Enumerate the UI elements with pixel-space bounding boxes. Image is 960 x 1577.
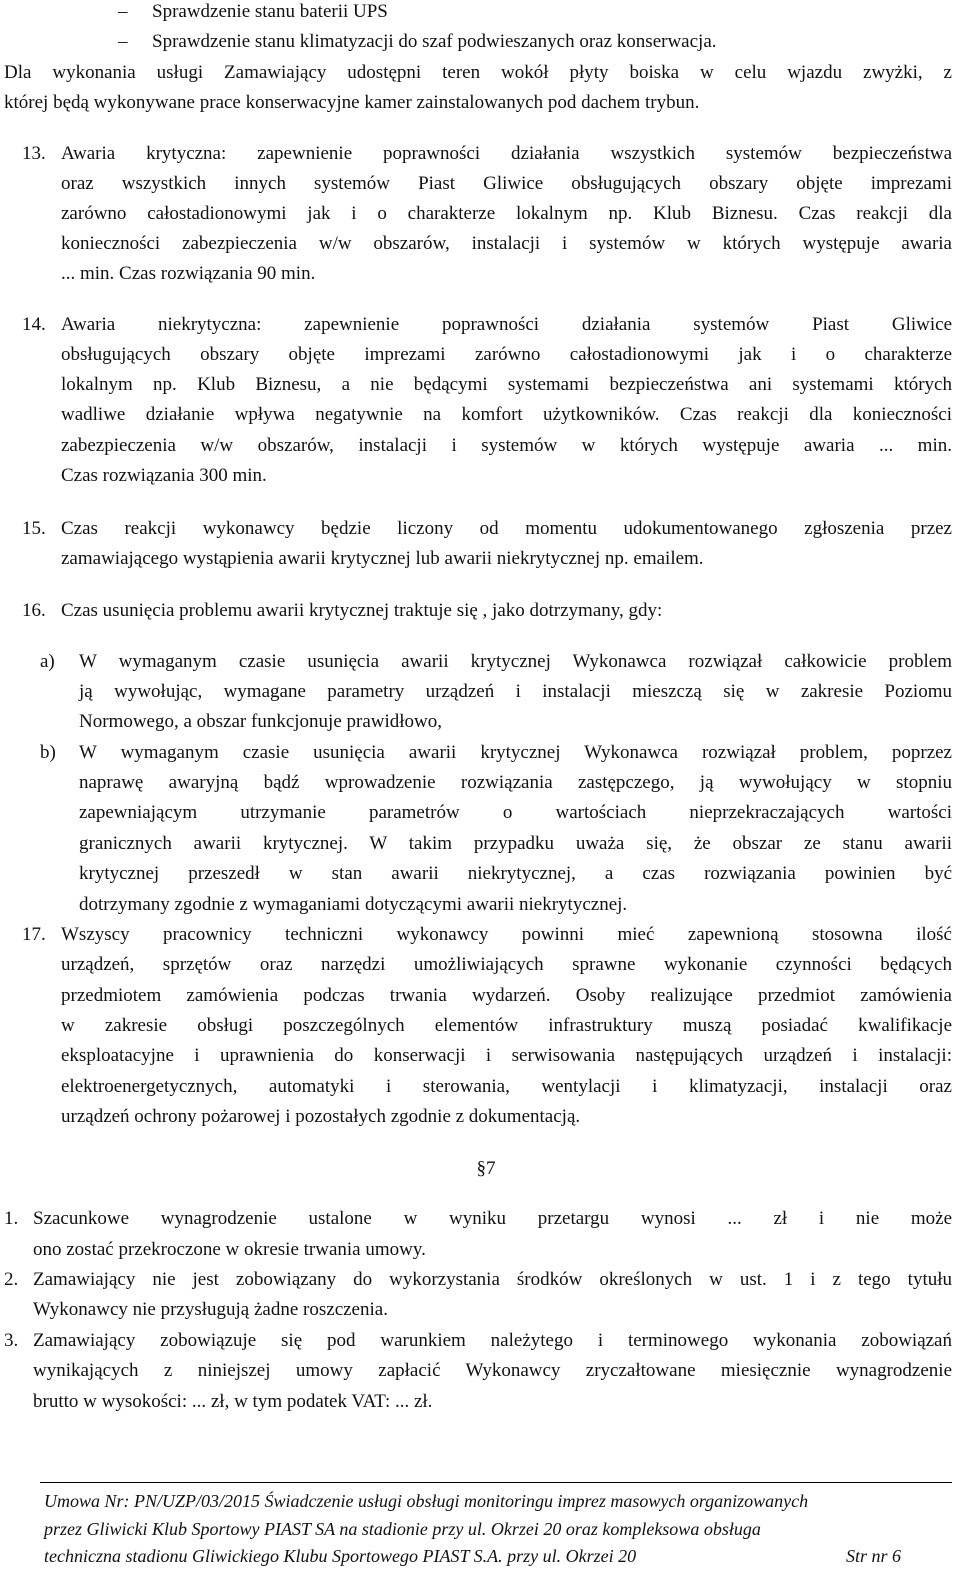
page-number: Str nr 6 <box>846 1546 902 1566</box>
sub-b-line: naprawę awaryjną bądź wprowadzenie rozwiązania zastępczego, ją wywołujący w stopniu <box>79 772 952 793</box>
sub-a-line: W wymaganym czasie usunięcia awarii krytycznej Wykonawca rozwiązał całkowicie problem <box>79 651 952 672</box>
bullet-dash: – <box>118 31 128 52</box>
sub-a-line: Normowego, a obszar funkcjonuje prawidłowo, <box>79 711 443 732</box>
item17-line: Wszyscy pracownicy techniczni wykonawcy powinni mieć zapewnioną stosowna ilość <box>61 924 952 945</box>
point-number: 2. <box>4 1269 19 1290</box>
point-number: 1. <box>4 1208 19 1229</box>
item17-line: w zakresie obsługi poszczególnych elementów infrastruktury muszą posiadać kwalifikacje <box>61 1015 952 1036</box>
item14-line: Czas rozwiązania 300 min. <box>61 465 267 486</box>
footer-line: Umowa Nr: PN/UZP/03/2015 Świadczenie usługi obsługi monitoringu imprez masowych organizowanych <box>44 1491 809 1511</box>
point-number: 3. <box>4 1330 19 1351</box>
bullet-item: Sprawdzenie stanu baterii UPS <box>152 1 388 22</box>
item14-line: Awaria niekrytyczna: zapewnienie poprawności działania systemów Piast Gliwice <box>61 314 952 335</box>
sub-item-label: a) <box>40 651 55 672</box>
p1-line: Szacunkowe wynagrodzenie ustalone w wyniku przetargu wynosi ... zł i nie może <box>33 1208 952 1229</box>
item14-line: obsługujących obszary objęte imprezami zarówno całostadionowymi jak i o charakterze <box>61 344 952 365</box>
item-number: 15. <box>22 518 46 539</box>
intro-line: której będą wykonywane prace konserwacyjne kamer zainstalowanych pod dachem trybun. <box>4 92 700 113</box>
item14-line: zabezpieczenia w/w obszarów, instalacji i systemów w których występuje awaria ... min. <box>61 435 952 456</box>
p3-line: Zamawiający zobowiązuje się pod warunkiem należytego i terminowego wykonania zobowiązań <box>33 1330 952 1351</box>
p2-line: Zamawiający nie jest zobowiązany do wykorzystania środków określonych w ust. 1 i z tego tytułu <box>33 1269 952 1290</box>
item-number: 16. <box>22 600 46 621</box>
sub-b-line: W wymaganym czasie usunięcia awarii krytycznej Wykonawca rozwiązał problem, poprzez <box>79 742 952 763</box>
footer-divider <box>40 1482 952 1483</box>
item17-line: eksploatacyjne i uprawnienia do konserwacji i serwisowania następujących urządzeń i instalacji: <box>61 1045 952 1066</box>
item17-line: elektroenergetycznych, automatyki i sterowania, wentylacji i klimatyzacji, instalacji oraz <box>61 1076 952 1097</box>
sub-b-line: krytycznej przeszedł w stan awarii niekrytycznej, a czas rozwiązania powinien być <box>79 863 952 884</box>
item15-line: Czas reakcji wykonawcy będzie liczony od momentu udokumentowanego zgłoszenia przez <box>61 518 952 539</box>
item-number: 17. <box>22 924 46 945</box>
sub-a-line: ją wywołując, wymagane parametry urządzeń i instalacji mieszczą się w zakresie Poziomu <box>79 681 952 702</box>
item17-line: urządzeń ochrony pożarowej i pozostałych zgodnie z dokumentacją. <box>61 1106 581 1127</box>
item-number: 14. <box>22 314 46 335</box>
intro-line: Dla wykonania usługi Zamawiający udostępni teren wokół płyty boiska w celu wjazdu zwyżki, z <box>4 62 952 83</box>
item17-line: przedmiotem zamówienia podczas trwania wydarzeń. Osoby realizujące przedmiot zamówienia <box>61 985 952 1006</box>
item14-line: wadliwe działanie wpływa negatywnie na komfort użytkowników. Czas reakcji dla konieczności <box>61 404 952 425</box>
item15-line: zamawiającego wystąpienia awarii krytycznej lub awarii niekrytycznej np. emailem. <box>61 548 704 569</box>
sub-b-line: dotrzymany zgodnie z wymaganiami dotyczącymi awarii niekrytycznej. <box>79 894 628 915</box>
p3-line: wynikających z niniejszej umowy zapłacić Wykonawcy zryczałtowane miesięcznie wynagrodzenie <box>33 1360 952 1381</box>
sub-b-line: zapewniającym utrzymanie parametrów o wartościach nieprzekraczających wartości <box>79 802 952 823</box>
p2-line: Wykonawcy nie przysługują żadne roszczenia. <box>33 1299 388 1320</box>
sub-b-line: granicznych awarii krytycznej. W takim przypadku uważa się, że obszar ze stanu awarii <box>79 833 952 854</box>
item13-line: Awaria krytyczna: zapewnienie poprawności działania wszystkich systemów bezpieczeństwa <box>61 143 952 164</box>
item16-line: Czas usunięcia problemu awarii krytycznej traktuje się , jako dotrzymany, gdy: <box>61 600 663 621</box>
item14-line: lokalnym np. Klub Biznesu, a nie będącymi systemami bezpieczeństwa ani systemami których <box>61 374 952 395</box>
item13-line: oraz wszystkich innych systemów Piast Gliwice obsługujących obszary objęte imprezami <box>61 173 952 194</box>
footer-line: techniczna stadionu Gliwickiego Klubu Sportowego PIAST S.A. przy ul. Okrzei 20 <box>44 1546 637 1566</box>
footer-line: przez Gliwicki Klub Sportowy PIAST SA na stadionie przy ul. Okrzei 20 oraz kompleksowa obsługa <box>44 1519 761 1539</box>
item-number: 13. <box>22 143 46 164</box>
item13-line: ... min. Czas rozwiązania 90 min. <box>61 263 316 284</box>
item17-line: urządzeń, sprzętów oraz narzędzi umożliwiających sprawne wykonanie czynności będących <box>61 954 952 975</box>
section-heading: §7 <box>476 1158 496 1179</box>
bullet-item: Sprawdzenie stanu klimatyzacji do szaf podwieszanych oraz konserwacja. <box>152 31 717 52</box>
p1-line: ono zostać przekroczone w okresie trwania umowy. <box>33 1239 426 1260</box>
bullet-dash: – <box>118 1 128 22</box>
item13-line: konieczności zabezpieczenia w/w obszarów, instalacji i systemów w których występuje awaria <box>61 233 952 254</box>
sub-item-label: b) <box>40 742 56 763</box>
p3-line: brutto w wysokości: ... zł, w tym podatek VAT: ... zł. <box>33 1391 433 1412</box>
item13-line: zarówno całostadionowymi jak i o charakterze lokalnym np. Klub Biznesu. Czas reakcji dla <box>61 203 952 224</box>
